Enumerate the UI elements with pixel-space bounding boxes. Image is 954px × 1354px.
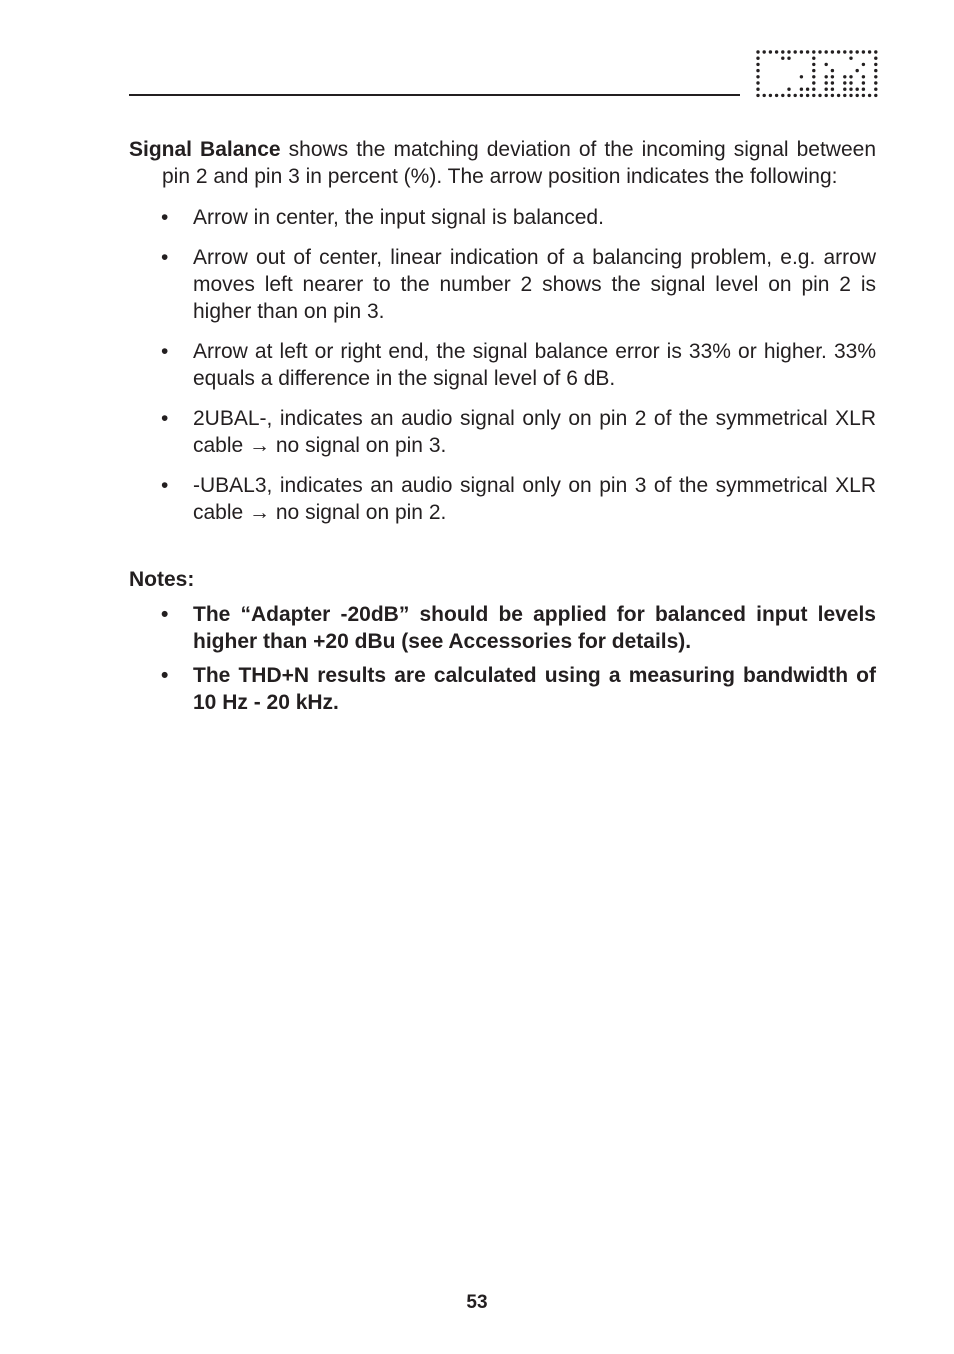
- bullet-icon: •: [161, 206, 169, 229]
- signal-balance-term: Signal Balance: [129, 138, 281, 161]
- list-item: [129, 472, 876, 526]
- list-item: [129, 244, 876, 325]
- notes-heading: Notes:: [129, 568, 195, 591]
- list-item-text: Arrow in center, the input signal is balanced.: [193, 206, 604, 229]
- list-item-text: Arrow out of center, linear indication of a balancing problem, e.g. arrow moves left nearer to the number 2 shows the signal level on pin 2 is higher than on pin 3.: [193, 246, 876, 323]
- list-item-text: 2UBAL-, indicates an audio signal only on pin 2 of the symmetrical XLR cable → no signal on pin 3.: [193, 407, 876, 457]
- list-item-text: -UBAL3, indicates an audio signal only on pin 3 of the symmetrical XLR cable → no signal on pin 2.: [193, 474, 876, 524]
- list-item: [129, 204, 876, 231]
- dot-matrix-logo: [754, 48, 878, 98]
- note-item-text: The “Adapter -20dB” should be applied for balanced input levels higher than +20 dBu (see Accessories for details).: [193, 603, 876, 653]
- bullet-icon: •: [161, 603, 169, 626]
- list-item: [129, 405, 876, 459]
- list-item: [129, 338, 876, 392]
- note-item: [129, 662, 876, 716]
- bullet-icon: •: [161, 474, 169, 497]
- signal-balance-list: [129, 204, 876, 526]
- signal-balance-paragraph: [129, 136, 876, 190]
- main-content: [129, 136, 876, 723]
- page-number: 53: [466, 1292, 488, 1313]
- note-item-text: The THD+N results are calculated using a measuring bandwidth of 10 Hz - 20 kHz.: [193, 664, 876, 714]
- header-rule: [129, 94, 740, 96]
- notes-list: [129, 601, 876, 716]
- bullet-icon: •: [161, 246, 169, 269]
- bullet-icon: •: [161, 407, 169, 430]
- bullet-icon: •: [161, 340, 169, 363]
- note-item: [129, 601, 876, 655]
- signal-balance-description: shows the matching deviation of the incoming signal between pin 2 and pin 3 in percent (%). The arrow position indicates the following:: [162, 138, 877, 188]
- list-item-text: Arrow at left or right end, the signal balance error is 33% or higher. 33% equals a difference in the signal level of 6 dB.: [193, 340, 876, 390]
- bullet-icon: •: [161, 664, 169, 687]
